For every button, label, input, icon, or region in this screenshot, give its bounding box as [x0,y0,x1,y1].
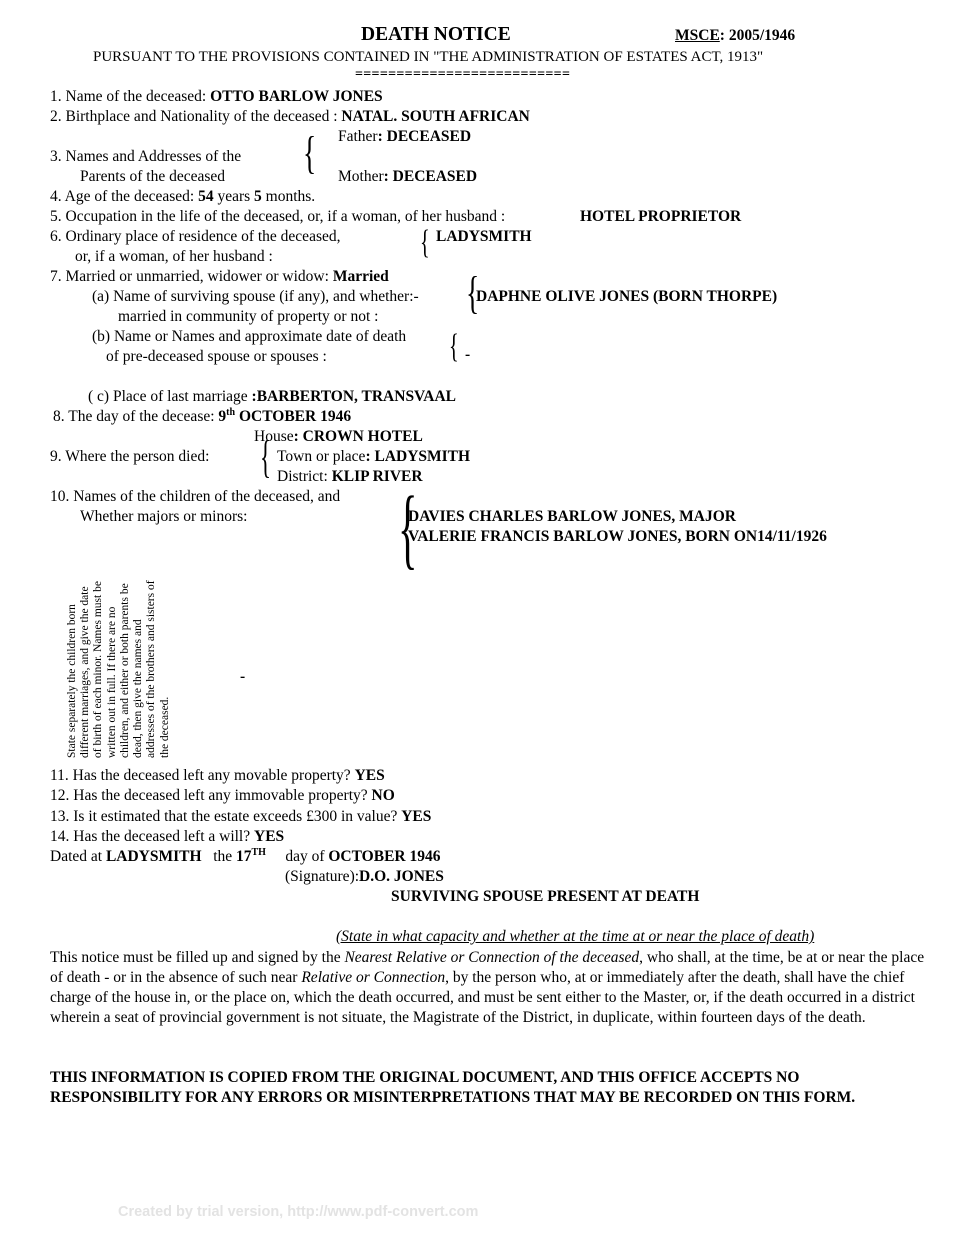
item-7b-value: - [465,346,471,363]
disclaimer: THIS INFORMATION IS COPIED FROM THE ORIGINAL DOCUMENT, AND THIS OFFICE ACCEPTS NO RESPONSIBILITY FOR ANY ERRORS OR MISINTERPRETATIONS THAT MAY BE RECORDED ON THIS FORM. [50,1069,856,1106]
item-8-day: 9 [218,408,227,425]
item-4-b: years [213,188,255,205]
town-label: Town or place [277,448,366,465]
dated-line [50,848,441,867]
item-3-line1: 3. Names and Addresses of the [50,148,242,165]
brace-residence: { [420,224,430,261]
item-5-value: HOTEL PROPRIETOR [580,208,742,225]
signature-value: D.O. JONES [359,868,444,885]
item-7b-line1: (b) Name or Names and approximate date of death [92,328,407,345]
dated-dayof: day of [265,848,329,865]
item-7a-value: DAPHNE OLIVE JONES (BORN THORPE) [476,288,778,305]
town-value: : LADYSMITH [365,448,471,465]
item-1 [50,88,383,107]
instructions-paragraph: This notice must be filled up and signed by the Nearest Relative or Connection of the deceased, who shall, at the time, be at or near the place of death - or in the absence of such near Relative or Connection, by the person who, at or immediately after the death, shall have the chief charge of the house in, or the place on, which the death occurred, and must be sent either to the Master, or, if the death occurred in a district wherein a seat of provincial government is not situate, the Magistrate of the District, in duplicate, within fourteen days of the death. [50,949,925,1026]
item-12-value: NO [371,787,395,804]
item-10-line1: 10. Names of the children of the deceased, and [50,488,341,505]
item-8-sup: th [226,406,236,418]
subtitle: PURSUANT TO THE PROVISIONS CONTAINED IN "THE ADMINISTRATION OF ESTATES ACT, 1913" [93,49,764,65]
item-8 [53,408,351,427]
item-7c [88,388,456,407]
father [338,128,471,147]
item-4-c: months. [261,188,316,205]
child-2: VALERIE FRANCIS BARLOW JONES, BORN ON14/11/1926 [408,528,827,545]
brace-predeceased: { [449,328,459,365]
town [277,448,470,467]
item-3-line2: Parents of the deceased [80,168,226,185]
item-7a-line2: married in community of property or not : [118,308,379,325]
child-1: DAVIES CHARLES BARLOW JONES, MAJOR [408,508,737,525]
district-value: KLIP RIVER [331,468,423,485]
item-7-label: 7. Married or unmarried, widower or widow: [50,268,333,285]
dated-place: LADYSMITH [105,848,202,865]
item-13-value: YES [401,808,432,825]
capacity-note: (State in what capacity and whether at the time at or near the place of death) [336,928,815,945]
item-8-value: OCTOBER 1946 [235,408,352,425]
dated-day: 17 [236,848,252,865]
item-14 [50,828,284,847]
house [254,428,423,447]
item-7a-line1: (a) Name of surviving spouse (if any), and whether:- [92,288,419,305]
dated-sup: TH [251,846,266,858]
msce-label: MSCE [675,27,720,44]
item-12 [50,787,395,806]
house-label: House [254,428,294,445]
item-7c-label: ( c) Place of last marriage [88,388,252,405]
brace-parents: { [303,127,317,178]
item-11-label: 11. Has the deceased left any movable property? [50,767,355,784]
msce-value: : 2005/1946 [719,27,796,44]
item-13 [50,808,431,827]
item-8-label: 8. The day of the decease: [53,408,219,425]
capacity: SURVIVING SPOUSE PRESENT AT DEATH [391,888,700,905]
item-6-value: LADYSMITH [436,228,532,245]
item-2 [50,108,530,127]
item-9-label: 9. Where the person died: [50,448,210,465]
mother [338,168,477,187]
item-6-line2: or, if a woman, of her husband : [75,248,273,265]
item-7c-value: :BARBERTON, TRANSVAAL [251,388,456,405]
father-label: Father [338,128,378,145]
brace-spouse: { [466,267,480,318]
side-dash: - [240,668,246,685]
item-14-value: YES [254,828,285,845]
item-2-label: 2. Birthplace and Nationality of the deceased : [50,108,342,125]
msce-number [675,27,795,46]
item-4-years: 54 [198,188,214,205]
item-2-value: NATAL. SOUTH AFRICAN [341,108,530,125]
item-1-label: 1. Name of the deceased: [50,88,211,105]
item-14-label: 14. Has the deceased left a will? [50,828,254,845]
mother-value: : DECEASED [383,168,478,185]
signature-label: (Signature): [285,868,360,885]
item-13-label: 13. Is it estimated that the estate exceeds £300 in value? [50,808,402,825]
dated-the: the [201,848,236,865]
item-12-label: 12. Has the deceased left any immovable property? [50,787,372,804]
dated-month: OCTOBER 1946 [328,848,441,865]
item-7-value: Married [332,268,389,285]
side-note: State separately the children born different marriages, and give the date of birth of each minor. Names must be written out in full. If there are no children, and either or both parents be dead, then give the names and addresses of the brothers and sisters of the deceased. [66,580,171,758]
district-label: District: [277,468,332,485]
item-11 [50,767,385,786]
brace-children: { [398,479,418,578]
item-7 [50,268,389,287]
watermark: Created by trial version, http://www.pdf-convert.com [118,1204,479,1220]
item-4-a: 4. Age of the deceased: [50,188,199,205]
item-7b-line2: of pre-deceased spouse or spouses : [106,348,327,365]
mother-label: Mother [338,168,384,185]
item-4 [50,188,315,207]
item-1-value: OTTO BARLOW JONES [210,88,383,105]
item-4-months: 5 [254,188,262,205]
signature [285,868,444,887]
house-value: : CROWN HOTEL [293,428,423,445]
item-10-line2: Whether majors or minors: [80,508,248,525]
page-title: DEATH NOTICE [361,24,511,45]
father-value: : DECEASED [377,128,472,145]
item-6-line1: 6. Ordinary place of residence of the deceased, [50,228,341,245]
item-11-value: YES [354,767,385,784]
header-rule: ========================== [355,67,571,82]
dated-prefix: Dated at [50,848,106,865]
brace-place: { [260,431,272,482]
item-5-label: 5. Occupation in the life of the deceased, or, if a woman, of her husband : [50,208,506,225]
